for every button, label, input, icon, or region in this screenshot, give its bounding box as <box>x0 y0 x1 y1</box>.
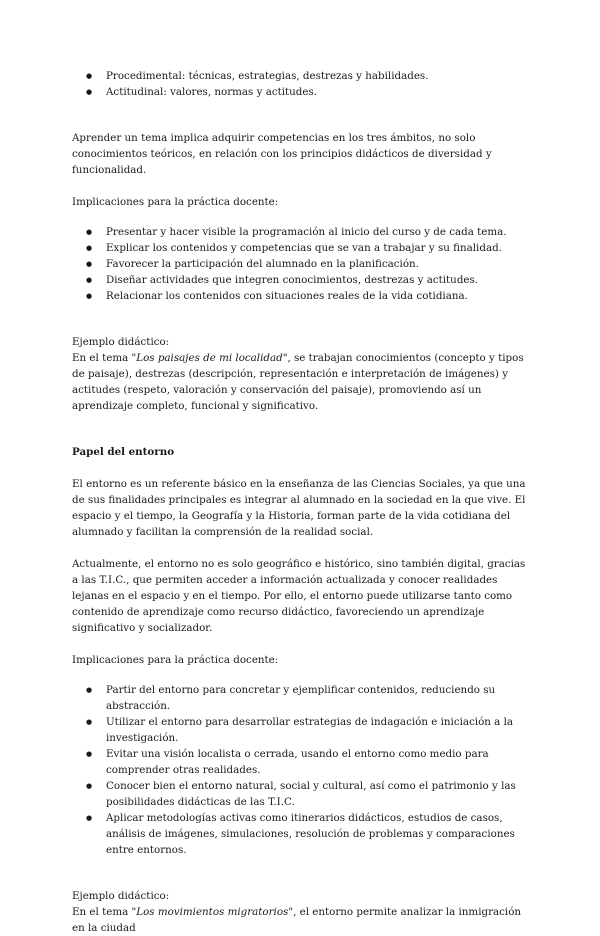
list-item: ● Presentar y hacer visible la programación al inicio del curso y de cada tema. <box>72 224 532 240</box>
document-body <box>72 68 532 936</box>
bullet-list-implicaciones-2 <box>72 682 532 858</box>
ejemplo-prefix: En el tema <box>72 352 132 364</box>
list-item: ● Relacionar los contenidos con situaciones reales de la vida cotidiana. <box>72 288 532 304</box>
ejemplo-text <box>72 904 532 936</box>
ejemplo-suffix: , el entorno permite analizar la inmigración en la ciudad <box>72 906 522 934</box>
section-heading: Papel del entorno <box>72 446 175 458</box>
paragraph-aprender: Aprender un tema implica adquirir competencias en los tres ámbitos, no solo conocimientos teóricos, en relación con los principios didácticos de diversidad y funcionalidad. <box>72 132 492 176</box>
ejemplo-topic: "Los paisajes de mi localidad" <box>131 352 288 364</box>
paragraph-entorno-1: El entorno es un referente básico en la enseñanza de las Ciencias Sociales, ya que una de sus finalidades principales es integrar al alumnado en la sociedad en la que vive. El espacio y el tiempo, la Geografía y la Historia, forman parte de la vida cotidiana del alumnado y facilitan la comprensión de la realidad social. <box>72 478 526 538</box>
list-item: ● Actitudinal: valores, normas y actitudes. <box>72 84 532 100</box>
list-item: ● Procedimental: técnicas, estrategias, destrezas y habilidades. <box>72 68 532 84</box>
paragraph-entorno-2: Actualmente, el entorno no es solo geográfico e histórico, sino también digital, gracias a las T.I.C., que permiten acceder a información actualizada y conocer realidades lejanas en el espacio y en el tiempo. Por ello, el entorno puede utilizarse tanto como contenido de aprendizaje como recurso didáctico, favoreciendo un aprendizaje significativo y socializador. <box>72 558 526 634</box>
list-item: ● Favorecer la participación del alumnado en la planificación. <box>72 256 532 272</box>
list-item: ● Aplicar metodologías activas como itinerarios didácticos, estudios de casos, análisis de imágenes, simulaciones, resolución de problemas y comparaciones entre entornos. <box>72 810 532 858</box>
ejemplo-prefix: En el tema <box>72 906 132 918</box>
implicaciones-title: Implicaciones para la práctica docente: <box>72 654 279 666</box>
ejemplo-topic: "Los movimientos migratorios" <box>131 906 294 918</box>
bullet-list-implicaciones-1 <box>72 224 532 304</box>
ejemplo-label: Ejemplo didáctico: <box>72 890 170 902</box>
bullet-list-competencias <box>72 68 532 100</box>
list-item: ● Utilizar el entorno para desarrollar estrategias de indagación e iniciación a la investigación. <box>72 714 532 746</box>
list-item: ● Partir del entorno para concretar y ejemplificar contenidos, reduciendo su abstracción. <box>72 682 532 714</box>
list-item: ● Diseñar actividades que integren conocimientos, destrezas y actitudes. <box>72 272 532 288</box>
implicaciones-title: Implicaciones para la práctica docente: <box>72 196 279 208</box>
list-item: ● Explicar los contenidos y competencias que se van a trabajar y su finalidad. <box>72 240 532 256</box>
list-item: ● Conocer bien el entorno natural, social y cultural, así como el patrimonio y las posibilidades didácticas de las T.I.C. <box>72 778 532 810</box>
ejemplo-suffix: , se trabajan conocimientos (concepto y tipos de paisaje), destrezas (descripción, representación e interpretación de imágenes) y actitudes (respeto, valoración y conservación del paisaje), promoviendo así un aprendizaje completo, funcional y significativo. <box>72 352 524 412</box>
ejemplo-label: Ejemplo didáctico: <box>72 336 170 348</box>
ejemplo-text <box>72 350 532 414</box>
list-item: ● Evitar una visión localista o cerrada, usando el entorno como medio para comprender otras realidades. <box>72 746 532 778</box>
